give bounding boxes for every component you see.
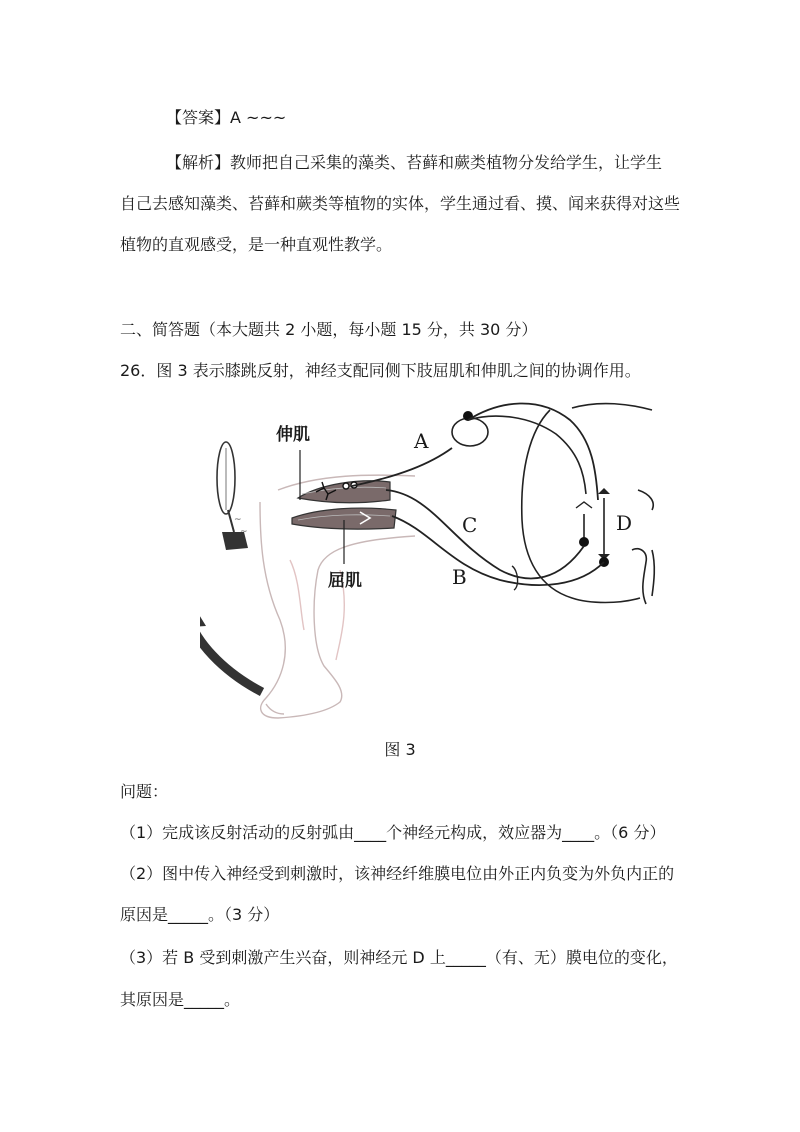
figure-caption: 图 3 xyxy=(384,740,416,759)
problem-2-line-1: （2）图中传入神经受到刺激时，该神经纤维膜电位由外正内负变为外负内正的 xyxy=(120,864,675,883)
problem-2-line-2: 原因是_____。（3 分） xyxy=(120,905,280,924)
reflex-hammer xyxy=(217,442,248,550)
efferent-nerve-b xyxy=(392,516,604,585)
label-extensor: 伸肌 xyxy=(276,425,310,445)
movement-arrow xyxy=(200,600,262,692)
svg-text:~: ~ xyxy=(234,515,242,525)
problem-3-line-2: 其原因是_____。 xyxy=(120,990,241,1009)
analysis-line-1: 【解析】教师把自己采集的藻类、苔藓和蕨类植物分发给学生，让学生 xyxy=(166,153,663,172)
problems-heading: 问题： xyxy=(120,782,169,801)
efferent-nerve-c xyxy=(386,490,584,578)
label-a: A xyxy=(414,429,429,453)
label-flexor: 屈肌 xyxy=(328,571,362,591)
question-stem: 26．图 3 表示膝跳反射，神经支配同侧下肢屈肌和伸肌之间的协调作用。 xyxy=(120,361,641,380)
svg-text:~: ~ xyxy=(240,527,248,537)
answer-line: 【答案】A ~~~ xyxy=(166,108,287,127)
label-c: C xyxy=(462,513,478,537)
section-heading: 二、简答题（本大题共 2 小题，每小题 15 分，共 30 分） xyxy=(120,320,538,339)
label-d: D xyxy=(616,511,633,535)
problem-1: （1）完成该反射活动的反射弧由____个神经元构成，效应器为____。（6 分） xyxy=(120,823,666,842)
interneuron-d xyxy=(576,488,610,567)
analysis-line-2: 自己去感知藻类、苔藓和蕨类等植物的实体，学生通过看、摸、闻来获得对这些 xyxy=(120,194,681,213)
knee-jerk-reflex-figure xyxy=(200,390,660,735)
problem-3-line-1: （3）若 B 受到刺激产生兴奋，则神经元 D 上_____（有、无）膜电位的变化， xyxy=(120,948,678,967)
analysis-line-3: 植物的直观感受，是一种直观性教学。 xyxy=(120,235,393,254)
label-b: B xyxy=(452,565,467,589)
